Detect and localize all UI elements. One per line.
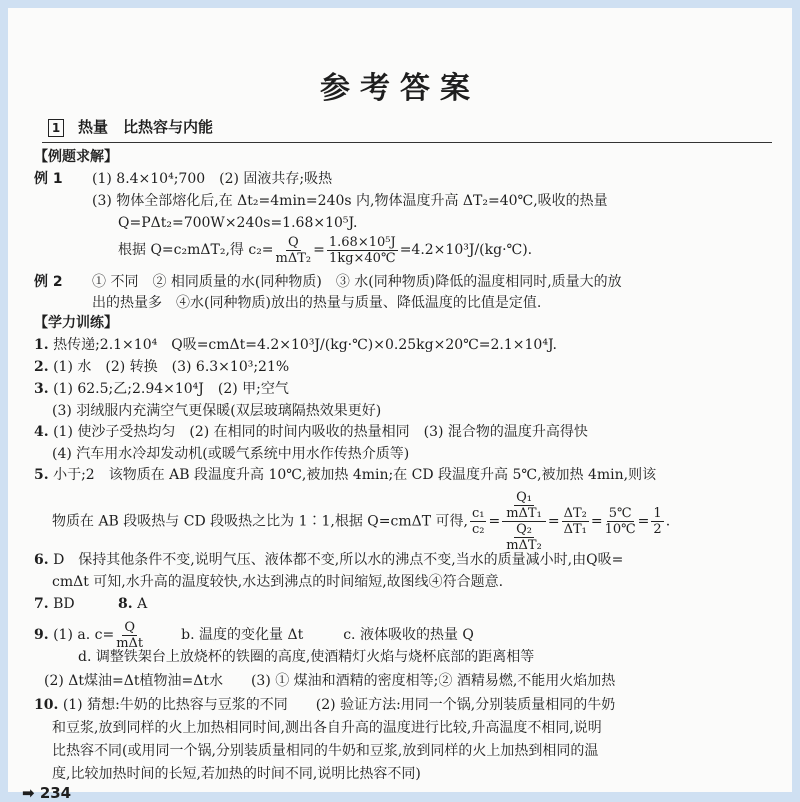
numerator: Q₂ [516,522,532,537]
fraction [506,522,542,553]
denominator: 1kg×40℃ [329,250,396,266]
q10-line4: 度,比较加热时间的长短,若加热的时间不同,说明比热容不同) [52,766,421,782]
q3-line2: (3) 羽绒服内充满空气更保暖(双层玻璃隔热效果更好) [52,403,382,419]
denominator: 2 [653,522,662,537]
q7 [34,595,75,613]
q3 [34,380,289,398]
q-text: (1) 水 (2) 转换 (3) 6.3×10³;21% [53,359,290,375]
numerator: 1.68×10⁵J [328,234,396,250]
numerator: ΔT₂ [563,506,587,521]
denominator: mΔT₂ [275,250,312,266]
q-num: 1. [34,337,49,353]
q10-line2: 和豆浆,放到同样的火上加热相同时间,测出各自升高的温度进行比较,升高温度不相同,说明 [52,720,602,736]
q-text: (1) 62.5;乙;2.94×10⁴J (2) 甲;空气 [53,381,289,397]
denominator: c₂ [471,522,485,537]
page-number [22,784,71,802]
numerator: Q₁ [516,490,532,505]
section-title: 热量 比热容与内能 [78,118,214,136]
numerator: Q [124,619,135,635]
q-num: 4. [34,424,49,440]
arrow-icon: ➡ [22,784,35,802]
divider [42,142,772,143]
q-text: (1) 使沙子受热均匀 (2) 在相同的时间内吸收的热量相同 (3) 混合物的温度升高得快 [53,424,588,440]
denominator [504,522,544,553]
numerator [502,490,546,522]
q6 [34,551,623,569]
fraction [470,506,487,537]
q-text: 小于;2 该物质在 AB 段温度升高 10℃,被加热 4min;在 CD 段温度升高 5℃,被加热 4min,则该 [53,467,657,483]
numerator: Q [288,234,299,250]
period: . [665,513,671,530]
fraction [327,235,398,266]
q10 [34,696,615,714]
denominator: ΔT₁ [563,522,587,537]
q5-line2: 物质在 AB 段吸热与 CD 段吸热之比为 1∶1,根据 Q=cmΔT 可得, $\frac{\text{c₁}}{\text{c₂}}$ = $\frac{\frac{\text{Q₁}}{\text{mΔT₁}}}{\frac{\text{Q₂}}{\text{mΔT₂}}}$ = $\frac{\text{ΔT₂}}{\text{ΔT₁}}$ = $\frac{5℃}{10℃}$ = $\frac{1}{2}$ . [52,490,671,553]
denominator: 10℃ [604,522,636,537]
section-heading [48,116,213,137]
q-num: 2. [34,359,49,375]
fraction [651,506,663,537]
examples-header: 【例题求解】 [34,149,118,165]
q6-line2: cmΔt 可知,水升高的温度较快,水达到沸点的时间缩短,故图线④符合题意. [52,574,504,590]
ex1-line2: (3) 物体全部熔化后,在 Δt₂=4min=240s 内,物体温度升高 ΔT₂=40℃,吸收的热量 [92,193,608,209]
q2 [34,358,289,376]
denominator: mΔT₂ [506,538,542,553]
q-num: 5. [34,467,49,483]
q9-line3: (2) Δt煤油=Δt植物油=Δt水 (3) ① 煤油和酒精的密度相等;② 酒精易燃,不能用火焰加热 [44,673,616,689]
q-num: 9. [34,627,49,643]
denominator: mΔt [116,635,144,651]
page-number-text: 234 [39,784,72,802]
ex2-label: 例 2 [34,274,63,290]
equals: = [313,242,325,258]
numerator: 1 [653,506,662,521]
q9-d: d. 调整铁架台上放烧杯的铁圈的高度,使酒精灯火焰与烧杯底部的距离相等 [78,649,535,665]
q8 [118,595,147,613]
fraction [605,506,636,537]
fraction [506,490,542,521]
q10-line3: 比热容不同(或用同一个锅,分别装质量相同的牛奶和豆浆,放到同样的火上加热到相同的温 [52,743,599,759]
numerator: c₁ [471,506,485,521]
fraction [562,506,589,537]
q-text: A [137,596,148,612]
section-number: 1 [48,119,64,137]
numerator: 5℃ [608,506,632,521]
ex2-line1: ① 不同 ② 相同质量的水(同种物质) ③ 水(同种物质)降低的温度相同时,质量大的放 [92,274,622,290]
ex1-line4 [118,234,532,266]
fraction [116,620,143,651]
q-text: 热传递;2.1×10⁴ Q吸=cmΔt=4.2×10³J/(kg·℃)×0.25kg×20℃=2.1×10⁴J. [53,337,557,353]
q-text: b. 温度的变化量 Δt [181,627,304,643]
q-text: (1) a. c= [53,627,115,643]
text: 根据 Q=c₂mΔT₂,得 c₂= [118,242,274,258]
q-text: D 保持其他条件不变,说明气压、液体都不变,所以水的沸点不变,当水的质量减小时,由Q吸= [53,552,624,568]
q-text: c. 液体吸收的热量 Q [343,627,474,643]
q-num: 3. [34,381,49,397]
q4 [34,423,588,441]
q-text: 物质在 AB 段吸热与 CD 段吸热之比为 1∶1,根据 Q=cmΔT 可得, [52,513,468,530]
ex1-line1: (1) 8.4×10⁴;700 (2) 固液共存;吸热 [92,171,333,187]
q5 [34,466,656,484]
q-num: 6. [34,552,49,568]
compound-fraction [502,490,546,553]
q9 [34,618,474,652]
ex1-label: 例 1 [34,171,63,187]
q4-line2: (4) 汽车用水冷却发动机(或暖气系统中用水作传热介质等) [52,446,410,462]
document-page [8,8,792,802]
page-title: 参考答案 [320,71,480,106]
q-num: 8. [118,596,133,612]
q1 [34,336,557,354]
ex2-line2: 出的热量多 ④水(同种物质)放出的热量与质量、降低温度的比值是定值. [92,295,542,311]
training-header: 【学力训练】 [34,315,118,331]
q-num: 10. [34,697,59,713]
q-text: (1) 猜想:牛奶的比热容与豆浆的不同 (2) 验证方法:用同一个锅,分别装质量相同的牛奶 [62,697,616,713]
q-text: BD [53,596,75,612]
text: =4.2×10³J/(kg·℃). [399,242,533,258]
q-num: 7. [34,596,49,612]
fraction [276,235,312,266]
denominator: mΔT₁ [506,506,542,521]
ex1-line3: Q=PΔt₂=700W×240s=1.68×10⁵J. [118,215,358,231]
